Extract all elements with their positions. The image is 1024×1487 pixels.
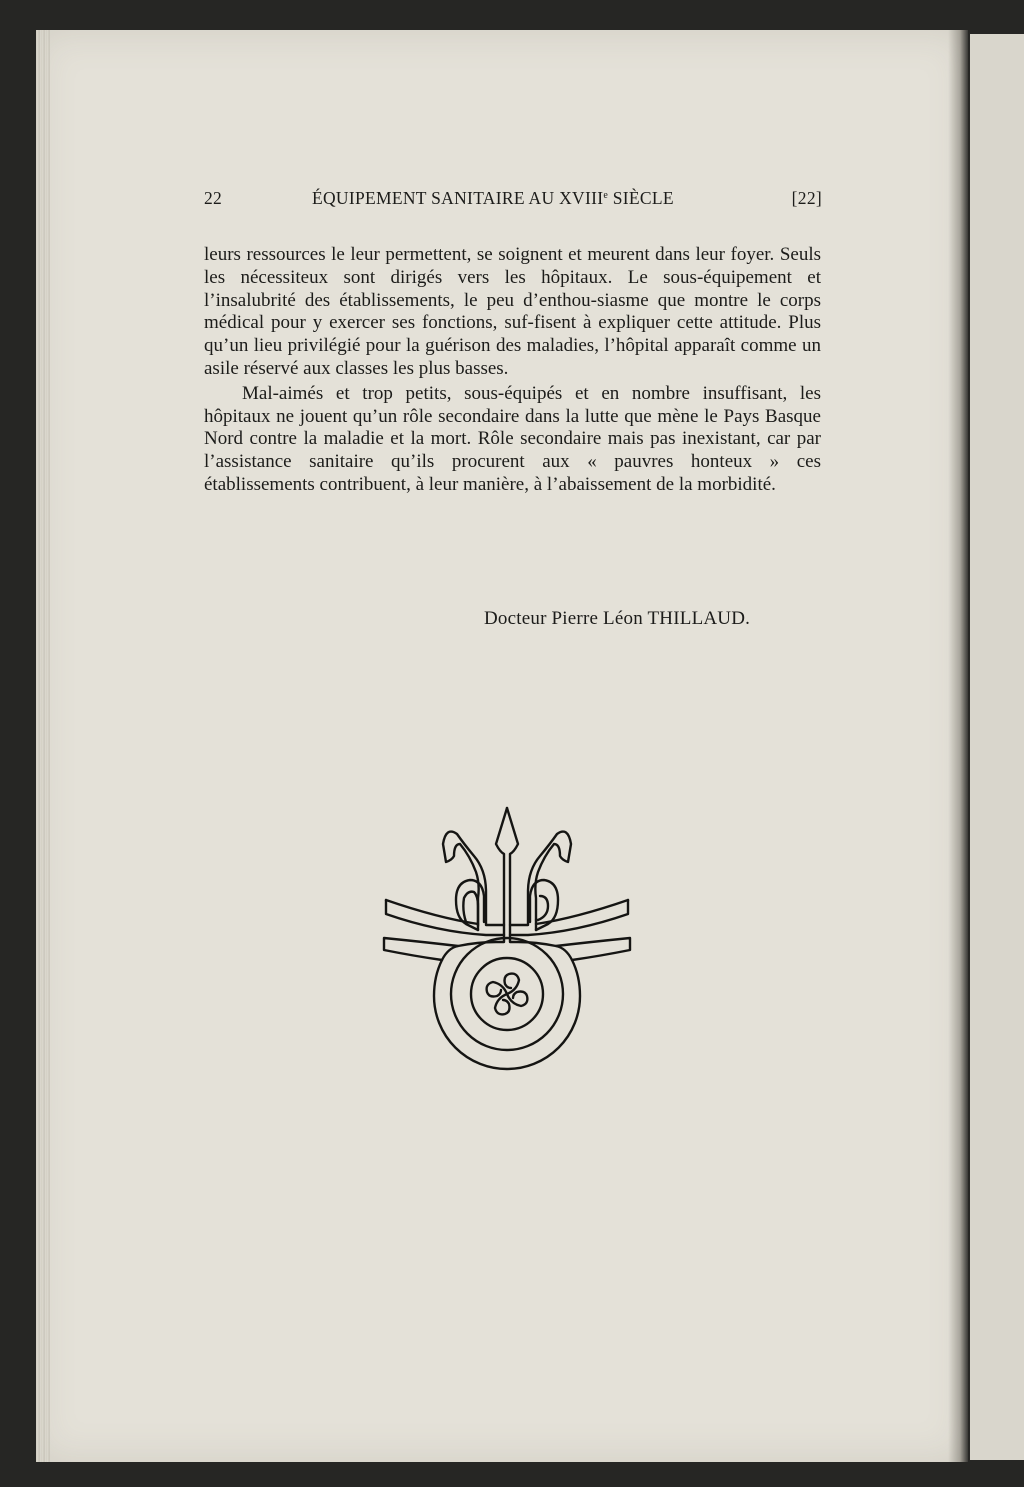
running-title-main: ÉQUIPEMENT SANITAIRE AU XVIII <box>312 188 604 208</box>
emblem-center-spike-right <box>507 808 571 930</box>
running-title-superscript: e <box>603 190 609 201</box>
bracketed-page-number: [22] <box>791 188 822 208</box>
running-title <box>312 188 674 209</box>
basque-ornament-icon <box>378 800 636 1080</box>
running-title-tail: SIÈCLE <box>608 188 674 208</box>
emblem-right-inner <box>536 896 548 920</box>
emblem-center-spike <box>443 808 507 930</box>
paragraph-1: leurs ressources le leur permettent, se soignent et meurent dans leur foyer. Seuls les nécessiteux sont dirigés vers les hôpitaux. Le sous-équipement et l’insalubrité des établissements, le peu d’enthou-siasme que montre le corps médical pour y exercer ses fonctions, suf-fisent à expliquer cette attitude. Plus qu’un lieu privilégié pour la guérison des maladies, l’hôpital apparaît comme un asile réservé aux classes les plus basses. <box>204 244 821 379</box>
page-edges <box>36 30 50 1462</box>
paragraph-2: Mal-aimés et trop petits, sous-équipés et en nombre insuffisant, les hôpitaux ne jouent qu’un rôle secondaire dans la lutte que mène le Pays Basque Nord contre la maladie et la mort. Rôle secondaire mais pas inexistant, car par l’assistance sanitaire qu’ils procurent aux « pauvres honteux » ces établissements contribuent, à leur manière, à l’abaissement de la morbidité. <box>204 382 821 495</box>
author-signature: Docteur Pierre Léon THILLAUD. <box>484 608 751 629</box>
body-text <box>204 244 821 497</box>
facing-page-edge <box>970 34 1024 1460</box>
book-gutter <box>948 30 968 1462</box>
page-number: 22 <box>204 188 223 208</box>
emblem-upper-arm-right-top <box>536 900 628 924</box>
lauburu-icon <box>487 974 528 1015</box>
emblem-lower-arm-left <box>384 938 458 960</box>
emblem-lower-arm-right <box>556 938 630 960</box>
